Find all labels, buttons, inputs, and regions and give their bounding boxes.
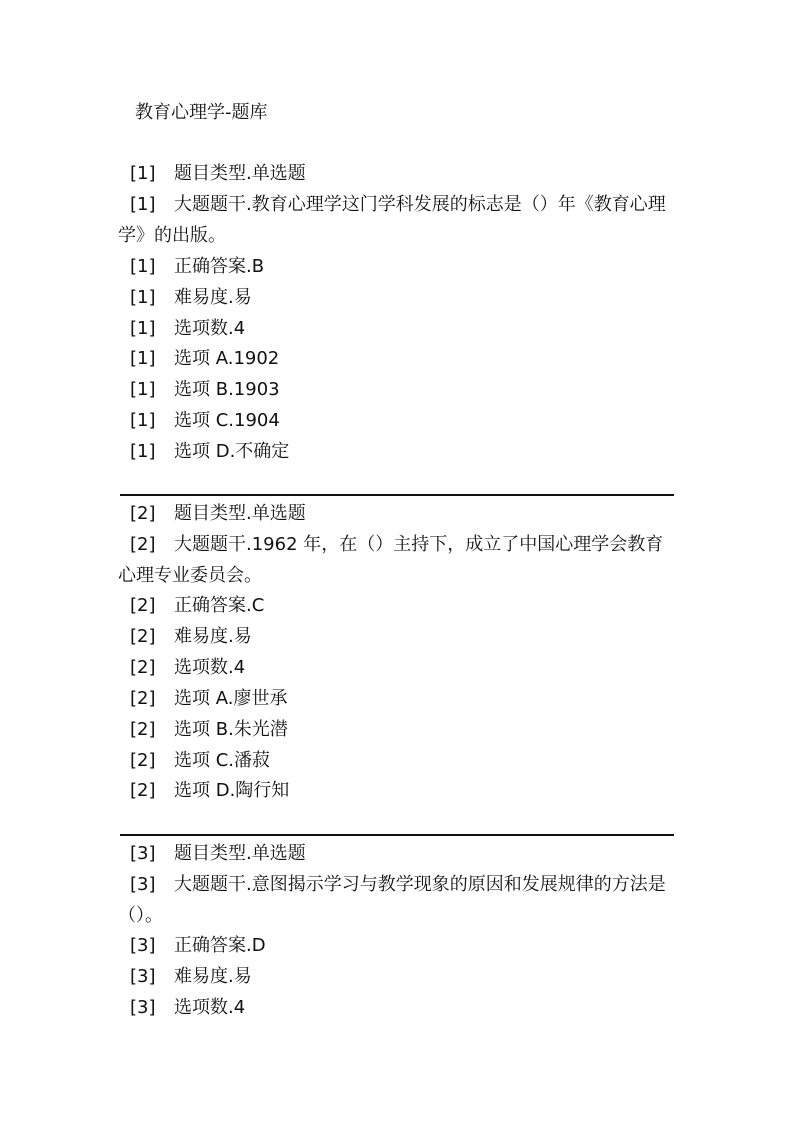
option-c: 选项 C.潘菽 bbox=[174, 750, 271, 771]
question-number: [3] bbox=[130, 935, 156, 956]
question-number: [2] bbox=[130, 534, 156, 555]
option-a-line bbox=[130, 346, 279, 372]
option-b-line bbox=[130, 717, 288, 743]
question-number: [1] bbox=[130, 410, 156, 431]
question-number: [2] bbox=[130, 780, 156, 801]
question-number: [1] bbox=[130, 348, 156, 369]
difficulty-line bbox=[130, 624, 252, 650]
option-count: 选项数.4 bbox=[174, 997, 246, 1018]
question-number: [2] bbox=[130, 626, 156, 647]
question-type: 题目类型.单选题 bbox=[174, 163, 306, 184]
question-type-line bbox=[130, 841, 306, 867]
question-number: [2] bbox=[130, 595, 156, 616]
question-stem-continuation: 学》的出版。 bbox=[118, 225, 226, 246]
option-a: 选项 A.1902 bbox=[174, 348, 280, 369]
section-divider bbox=[120, 834, 674, 836]
option-count-line bbox=[130, 655, 245, 681]
option-count-line bbox=[130, 995, 245, 1021]
question-number: [1] bbox=[130, 194, 156, 215]
answer-line bbox=[130, 254, 264, 280]
option-a: 选项 A.廖世承 bbox=[174, 688, 288, 709]
document-title: 教育心理学-题库 bbox=[135, 102, 268, 123]
question-number: [3] bbox=[130, 843, 156, 864]
option-count: 选项数.4 bbox=[174, 657, 246, 678]
question-number: [1] bbox=[130, 287, 156, 308]
difficulty: 难易度.易 bbox=[174, 287, 252, 308]
question-stem: 大题题干.教育心理学这门学科发展的标志是（）年《教育心理 bbox=[174, 194, 666, 215]
question-stem-continuation: 心理专业委员会。 bbox=[118, 565, 262, 586]
question-number: [2] bbox=[130, 688, 156, 709]
question-type-line bbox=[130, 501, 306, 527]
difficulty-line bbox=[130, 285, 252, 311]
question-stem-line bbox=[130, 532, 663, 558]
difficulty: 难易度.易 bbox=[174, 626, 252, 647]
option-d-line bbox=[130, 439, 289, 465]
question-number: [1] bbox=[130, 379, 156, 400]
question-number: [3] bbox=[130, 874, 156, 895]
option-c: 选项 C.1904 bbox=[174, 410, 280, 431]
answer-line bbox=[130, 593, 264, 619]
question-stem: 大题题干.1962 年，在（）主持下，成立了中国心理学会教育 bbox=[174, 534, 664, 555]
correct-answer: 正确答案.B bbox=[174, 256, 265, 277]
question-stem-continuation: （）。 bbox=[118, 905, 163, 926]
question-stem-line bbox=[130, 192, 666, 218]
question-type: 题目类型.单选题 bbox=[174, 503, 306, 524]
option-d: 选项 D.不确定 bbox=[174, 441, 290, 462]
question-number: [2] bbox=[130, 719, 156, 740]
question-stem: 大题题干.意图揭示学习与教学现象的原因和发展规律的方法是 bbox=[174, 874, 666, 895]
correct-answer: 正确答案.C bbox=[174, 595, 265, 616]
question-stem-line bbox=[130, 872, 666, 898]
option-d: 选项 D.陶行知 bbox=[174, 780, 290, 801]
question-type-line bbox=[130, 161, 306, 187]
question-number: [3] bbox=[130, 997, 156, 1018]
option-b: 选项 B.1903 bbox=[174, 379, 280, 400]
option-a-line bbox=[130, 686, 287, 712]
option-count: 选项数.4 bbox=[174, 318, 246, 339]
answer-line bbox=[130, 933, 266, 959]
option-c-line bbox=[130, 748, 270, 774]
question-type: 题目类型.单选题 bbox=[174, 843, 306, 864]
difficulty-line bbox=[130, 964, 252, 990]
question-number: [1] bbox=[130, 256, 156, 277]
option-b: 选项 B.朱光潜 bbox=[174, 719, 288, 740]
option-c-line bbox=[130, 408, 280, 434]
question-number: [2] bbox=[130, 503, 156, 524]
question-number: [2] bbox=[130, 657, 156, 678]
question-number: [2] bbox=[130, 750, 156, 771]
section-divider bbox=[120, 494, 674, 496]
correct-answer: 正确答案.D bbox=[174, 935, 266, 956]
question-number: [1] bbox=[130, 318, 156, 339]
option-count-line bbox=[130, 316, 245, 342]
difficulty: 难易度.易 bbox=[174, 966, 252, 987]
option-b-line bbox=[130, 377, 280, 403]
question-number: [1] bbox=[130, 163, 156, 184]
option-d-line bbox=[130, 778, 289, 804]
question-number: [1] bbox=[130, 441, 156, 462]
question-number: [3] bbox=[130, 966, 156, 987]
